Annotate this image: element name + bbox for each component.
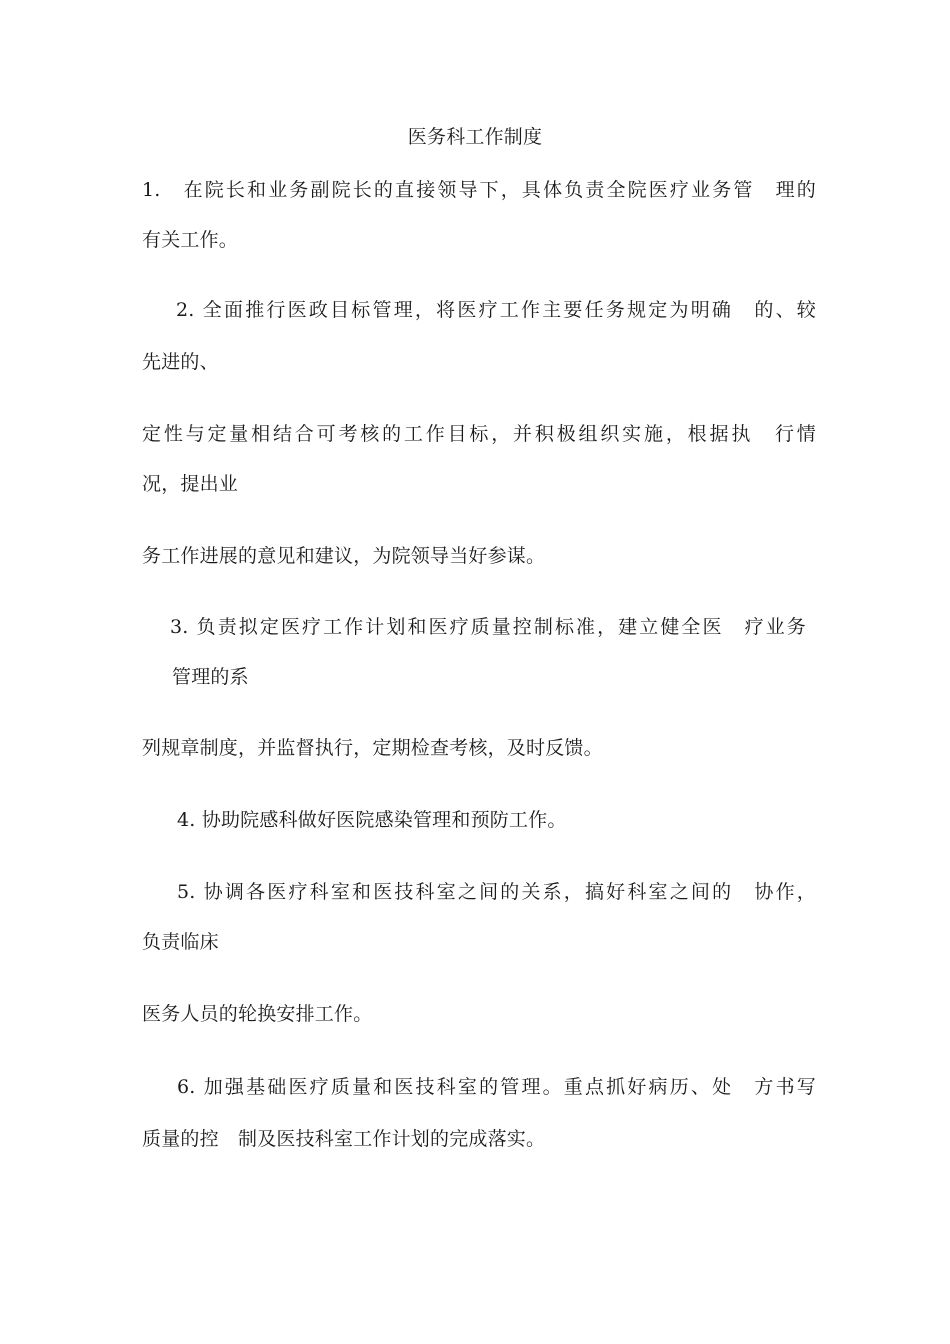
paragraph-2-line-2: 先进的、 bbox=[142, 351, 219, 373]
paragraph-5-line-1: 5. 协调各医疗科室和医技科室之间的关系，搞好科室之间的 协作， bbox=[177, 881, 816, 903]
paragraph-5-line-2: 负责临床 bbox=[142, 931, 219, 953]
paragraph-2-line-1: 2. 全面推行医政目标管理，将医疗工作主要任务规定为明确 的、较 bbox=[176, 299, 816, 321]
paragraph-2-line-4: 况，提出业 bbox=[142, 473, 239, 495]
paragraph-3-line-2: 管理的系 bbox=[172, 666, 249, 688]
paragraph-6-line-2: 质量的控 制及医技科室工作计划的完成落实。 bbox=[142, 1128, 546, 1150]
paragraph-2-line-5: 务工作进展的意见和建议，为院领导当好参谋。 bbox=[142, 545, 546, 567]
paragraph-4-line-1: 4. 协助院感科做好医院感染管理和预防工作。 bbox=[177, 809, 567, 831]
document-title: 医务科工作制度 bbox=[407, 126, 543, 148]
paragraph-1-line-2: 有关工作。 bbox=[142, 229, 239, 251]
paragraph-2-line-3: 定性与定量相结合可考核的工作目标，并积极组织实施，根据执 行情 bbox=[142, 423, 816, 445]
paragraph-1-line-1: 1. 在院长和业务副院长的直接领导下，具体负责全院医疗业务管 理的 bbox=[142, 179, 816, 201]
paragraph-3-line-3: 列规章制度，并监督执行，定期检查考核，及时反馈。 bbox=[142, 737, 603, 759]
paragraph-5-line-3: 医务人员的轮换安排工作。 bbox=[142, 1003, 373, 1025]
paragraph-3-line-1: 3. 负责拟定医疗工作计划和医疗质量控制标准，建立健全医 疗业务 bbox=[170, 616, 806, 638]
paragraph-6-line-1: 6. 加强基础医疗质量和医技科室的管理。重点抓好病历、处 方书写 bbox=[177, 1076, 816, 1098]
